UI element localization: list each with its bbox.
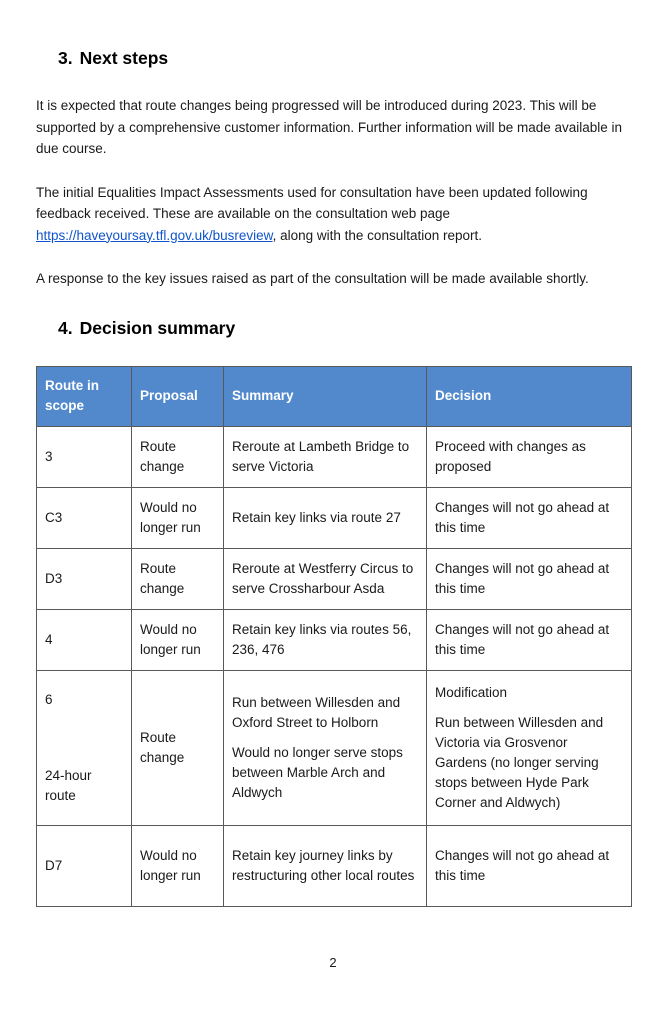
paragraph-eqia-text-before-link: The initial Equalities Impact Assessments used for consultation have been updated following feedback received. These are available on the consultation web page [36, 184, 588, 221]
cell-summary: Retain key journey links by restructuring other local routes [224, 825, 427, 906]
section-heading-decision-summary [58, 318, 630, 339]
decision-paragraph: Run between Willesden and Victoria via Grosvenor Gardens (no longer serving stops between Hyde Park Corner and Aldwych) [435, 714, 604, 810]
cell-decision: Proceed with changes as proposed [427, 426, 632, 487]
cell-summary: Reroute at Westferry Circus to serve Crossharbour Asda [224, 548, 427, 609]
cell-proposal: Would no longer run [132, 487, 224, 548]
cell-proposal: Would no longer run [132, 825, 224, 906]
paragraph-route-changes: It is expected that route changes being progressed will be introduced during 2023. This will be supported by a comprehensive customer information. Further information will be made available in due course. [36, 98, 623, 156]
heading-number: 3. [58, 48, 73, 68]
section-heading-next-steps [58, 0, 630, 69]
col-header-route-in-scope: Route in scope [37, 366, 132, 426]
cell-route: 3 [37, 426, 132, 487]
cell-route: C3 [37, 487, 132, 548]
cell-proposal: Route change [132, 670, 224, 825]
cell-summary: Reroute at Lambeth Bridge to serve Victoria [224, 426, 427, 487]
cell-proposal: Would no longer run [132, 609, 224, 670]
summary-paragraph: Would no longer serve stops between Marble Arch and Aldwych [232, 744, 403, 800]
table-row-route-d7 [37, 825, 632, 906]
col-header-proposal: Proposal [132, 366, 224, 426]
table-row-route-c3 [37, 487, 632, 548]
table-row-route-4 [37, 609, 632, 670]
cell-proposal: Route change [132, 548, 224, 609]
heading-number: 4. [58, 317, 73, 338]
table-row-route-3 [37, 426, 632, 487]
heading-text: Decision summary [79, 317, 236, 338]
cell-proposal: Route change [132, 426, 224, 487]
cell-decision: Changes will not go ahead at this time [427, 548, 632, 609]
cell-decision: Changes will not go ahead at this time [427, 487, 632, 548]
route-number: 6 [45, 691, 53, 707]
busreview-link[interactable]: https://haveyoursay.tfl.gov.uk/busreview [36, 227, 273, 243]
page-number: 2 [329, 954, 337, 970]
cell-decision: Changes will not go ahead at this time [427, 825, 632, 906]
table-row-route-6 [37, 670, 632, 825]
cell-decision [427, 670, 632, 825]
table-header-row [37, 366, 632, 426]
cell-route: D7 [37, 825, 132, 906]
route-note: 24-hour route [45, 767, 92, 803]
paragraph-response: A response to the key issues raised as part of the consultation will be made available shortly. [36, 271, 589, 286]
cell-route: 4 [37, 609, 132, 670]
paragraph-eqia [36, 182, 630, 247]
col-header-decision: Decision [427, 366, 632, 426]
table-row-route-d3 [37, 548, 632, 609]
cell-summary [224, 670, 427, 825]
cell-route: D3 [37, 548, 132, 609]
summary-paragraph: Run between Willesden and Oxford Street to Holborn [232, 694, 401, 730]
cell-summary: Retain key links via routes 56, 236, 476 [224, 609, 427, 670]
cell-decision: Changes will not go ahead at this time [427, 609, 632, 670]
decision-summary-table [36, 366, 632, 907]
cell-route [37, 670, 132, 825]
cell-summary: Retain key links via route 27 [224, 487, 427, 548]
decision-paragraph: Modification [435, 684, 508, 700]
paragraph-eqia-text-after-link: , along with the consultation report. [272, 227, 483, 243]
col-header-summary: Summary [224, 366, 427, 426]
heading-text: Next steps [79, 48, 169, 68]
